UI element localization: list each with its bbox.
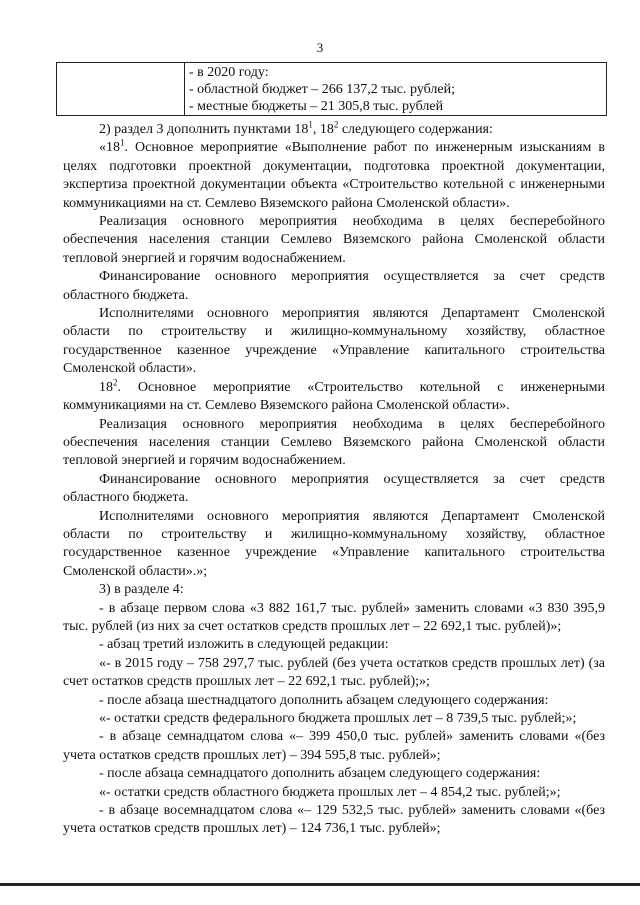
- paragraph: «- остатки средств федерального бюджета прошлых лет – 8 739,5 тыс. рублей;»;: [99, 711, 577, 726]
- paragraph: 2) раздел 3 дополнить пунктами $18^1$, $18^2$ следующего содержания:: [99, 119, 493, 137]
- page-number: 3: [316, 40, 324, 55]
- paragraph: «$18^1$. Основное мероприятие «Выполнение работ по инженерным изысканиям в целях подготовки проектной документации, подготовка проектной документации, экспертиза проектной документации объекта «Строительство котельной с инженерными коммуникациями на ст. Семлево Вяземского района Смоленской области».: [63, 137, 605, 211]
- table-line: - областной бюджет – 266 137,2 тыс. рублей;: [189, 82, 455, 97]
- paragraph: - после абзаца шестнадцатого дополнить абзацем следующего содержания:: [99, 692, 549, 708]
- table-budget-cell: [185, 63, 606, 115]
- paragraph: Реализация основного мероприятия необходима в целях бесперебойного обеспечения населения станции Семлево Вяземского района Смоленской области тепловой энергией и горячим водоснабжением.: [63, 416, 605, 469]
- paragraph: - в абзаце восемнадцатом слова «– 129 532,5 тыс. рублей» заменить словами «(без учета остатков средств прошлых лет) – 124 736,1 тыс. рублей»;: [63, 803, 605, 837]
- paragraph: «- остатки средств областного бюджета прошлых лет – 4 854,2 тыс. рублей;»;: [99, 784, 561, 800]
- paragraph: Финансирование основного мероприятия осуществляется за счет средств областного бюджета.: [63, 269, 605, 303]
- bottom-rule: [0, 883, 640, 886]
- document-body: [63, 121, 605, 839]
- paragraph: - в абзаце семнадцатом слова «– 399 450,0 тыс. рублей» заменить словами «(без учета остатков средств прошлых лет) – 394 595,8 тыс. рублей»;: [63, 729, 605, 763]
- paragraph: Исполнителями основного мероприятия являются Департамент Смоленской области по строительству и жилищно-коммунальному хозяйству, областное государственное казенное учреждение «Управление капитального строительства Смоленской области».: [63, 306, 605, 377]
- paragraph: 3) в разделе 4:: [99, 582, 184, 598]
- paragraph: Исполнителями основного мероприятия являются Департамент Смоленской области по строительству и жилищно-коммунальному хозяйству, областное государственное казенное учреждение «Управление капитального строительства Смоленской области».»;: [63, 508, 605, 579]
- paragraph: Реализация основного мероприятия необходима в целях бесперебойного обеспечения населения станции Семлево Вяземского района Смоленской области тепловой энергией и горячим водоснабжением.: [63, 214, 605, 266]
- paragraph: - в абзаце первом слова «3 882 161,7 тыс. рублей» заменить словами «3 830 395,9 тыс. рублей (из них за счет остатков средств прошлых лет – 22 692,1 тыс. рублей)»;: [63, 600, 605, 634]
- table-line: - в 2020 году:: [189, 65, 269, 80]
- table-line: - местные бюджеты – 21 305,8 тыс. рублей: [189, 99, 444, 114]
- table-empty-cell: [57, 63, 185, 115]
- paragraph: Финансирование основного мероприятия осуществляется за счет средств областного бюджета.: [63, 471, 605, 506]
- paragraph: «- в 2015 году – 758 297,7 тыс. рублей (без учета остатков средств прошлых лет) (за счет остатков средств прошлых лет – 22 692,1 тыс. рублей);»;: [63, 655, 605, 690]
- paragraph: - абзац третий изложить в следующей редакции:: [99, 637, 389, 653]
- paragraph: $18^2$. Основное мероприятие «Строительство котельной с инженерными коммуникациями на ст. Семлево Вяземского района Смоленской области».: [63, 377, 605, 414]
- budget-table-fragment: [56, 62, 607, 116]
- paragraph: - после абзаца семнадцатого дополнить абзацем следующего содержания:: [99, 766, 541, 782]
